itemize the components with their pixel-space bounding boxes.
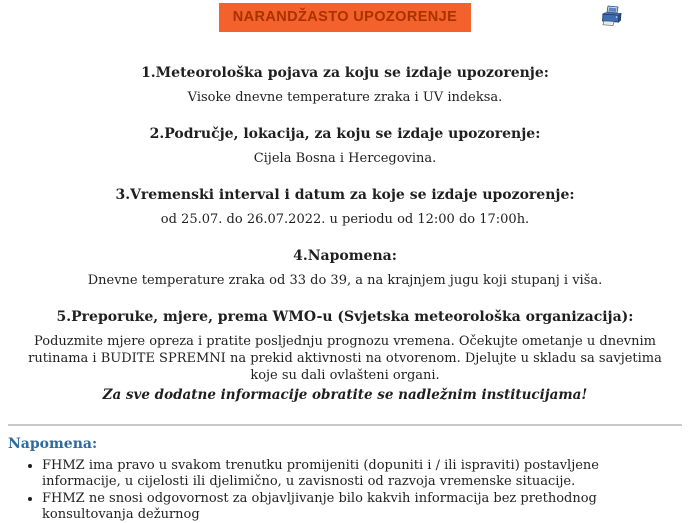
section-interval [0, 187, 690, 228]
section-phenomenon [0, 65, 690, 106]
section-text: Dnevne temperature zraka od 33 do 39, a na krajnjem jugu koji stupanj i viša. [87, 273, 603, 288]
section-heading: 3.Vremenski interval i datum za koje se izdaje upozorenje: [115, 187, 575, 203]
warning-content [0, 31, 690, 404]
section-text: Visoke dnevne temperature zraka i UV indeksa. [187, 90, 503, 105]
note-item: • FHMZ ima pravo u svakom trenutku promijeniti (dopuniti i / ili ispraviti) postavljene informacije, u cijelosti ili djelimično, u zavisnosti od razvoja vremenske situacije. [42, 458, 680, 490]
section-heading: 5.Preporuke, mjere, prema WMO-u (Svjetska meteorološka organizacija): [56, 309, 634, 325]
section-area [0, 126, 690, 167]
section-text: Poduzmite mjere opreza i pratite posljednju prognozu vremena. Očekujte ometanje u dnevnim rutinama i BUDITE SPREMNI na prekid aktivnosti na otvorenom. Djelujte u skladu sa savjetima koje su dali ovlašteni organi. [28, 334, 662, 383]
page-header [0, 0, 690, 31]
note-section [0, 426, 690, 523]
section-text: Cijela Bosna i Hercegovina. [253, 151, 437, 166]
note-item: • FHMZ ne snosi odgovornost za objavljivanje bilo kakvih informacija bez prethodnog konsultovanja dežurnog [42, 491, 680, 523]
note-list [8, 458, 680, 523]
note-heading: Napomena: [8, 436, 98, 452]
printer-icon [600, 4, 624, 28]
print-button[interactable] [600, 4, 624, 28]
section-text: od 25.07. do 26.07.2022. u periodu od 12:00 do 17:00h. [160, 212, 530, 227]
section-remark [0, 248, 690, 289]
section-heading: 1.Meteorološka pojava za koju se izdaje upozorenje: [141, 65, 549, 81]
call-to-action-text: Za sve dodatne informacije obratite se nadležnim institucijama! [102, 387, 588, 403]
section-heading: 2.Područje, lokacija, za koju se izdaje upozorenje: [149, 126, 541, 142]
section-recommendations [0, 309, 690, 404]
orange-warning-banner: NARANDŽASTO UPOZORENJE [219, 3, 471, 32]
section-heading: 4.Napomena: [293, 248, 397, 264]
